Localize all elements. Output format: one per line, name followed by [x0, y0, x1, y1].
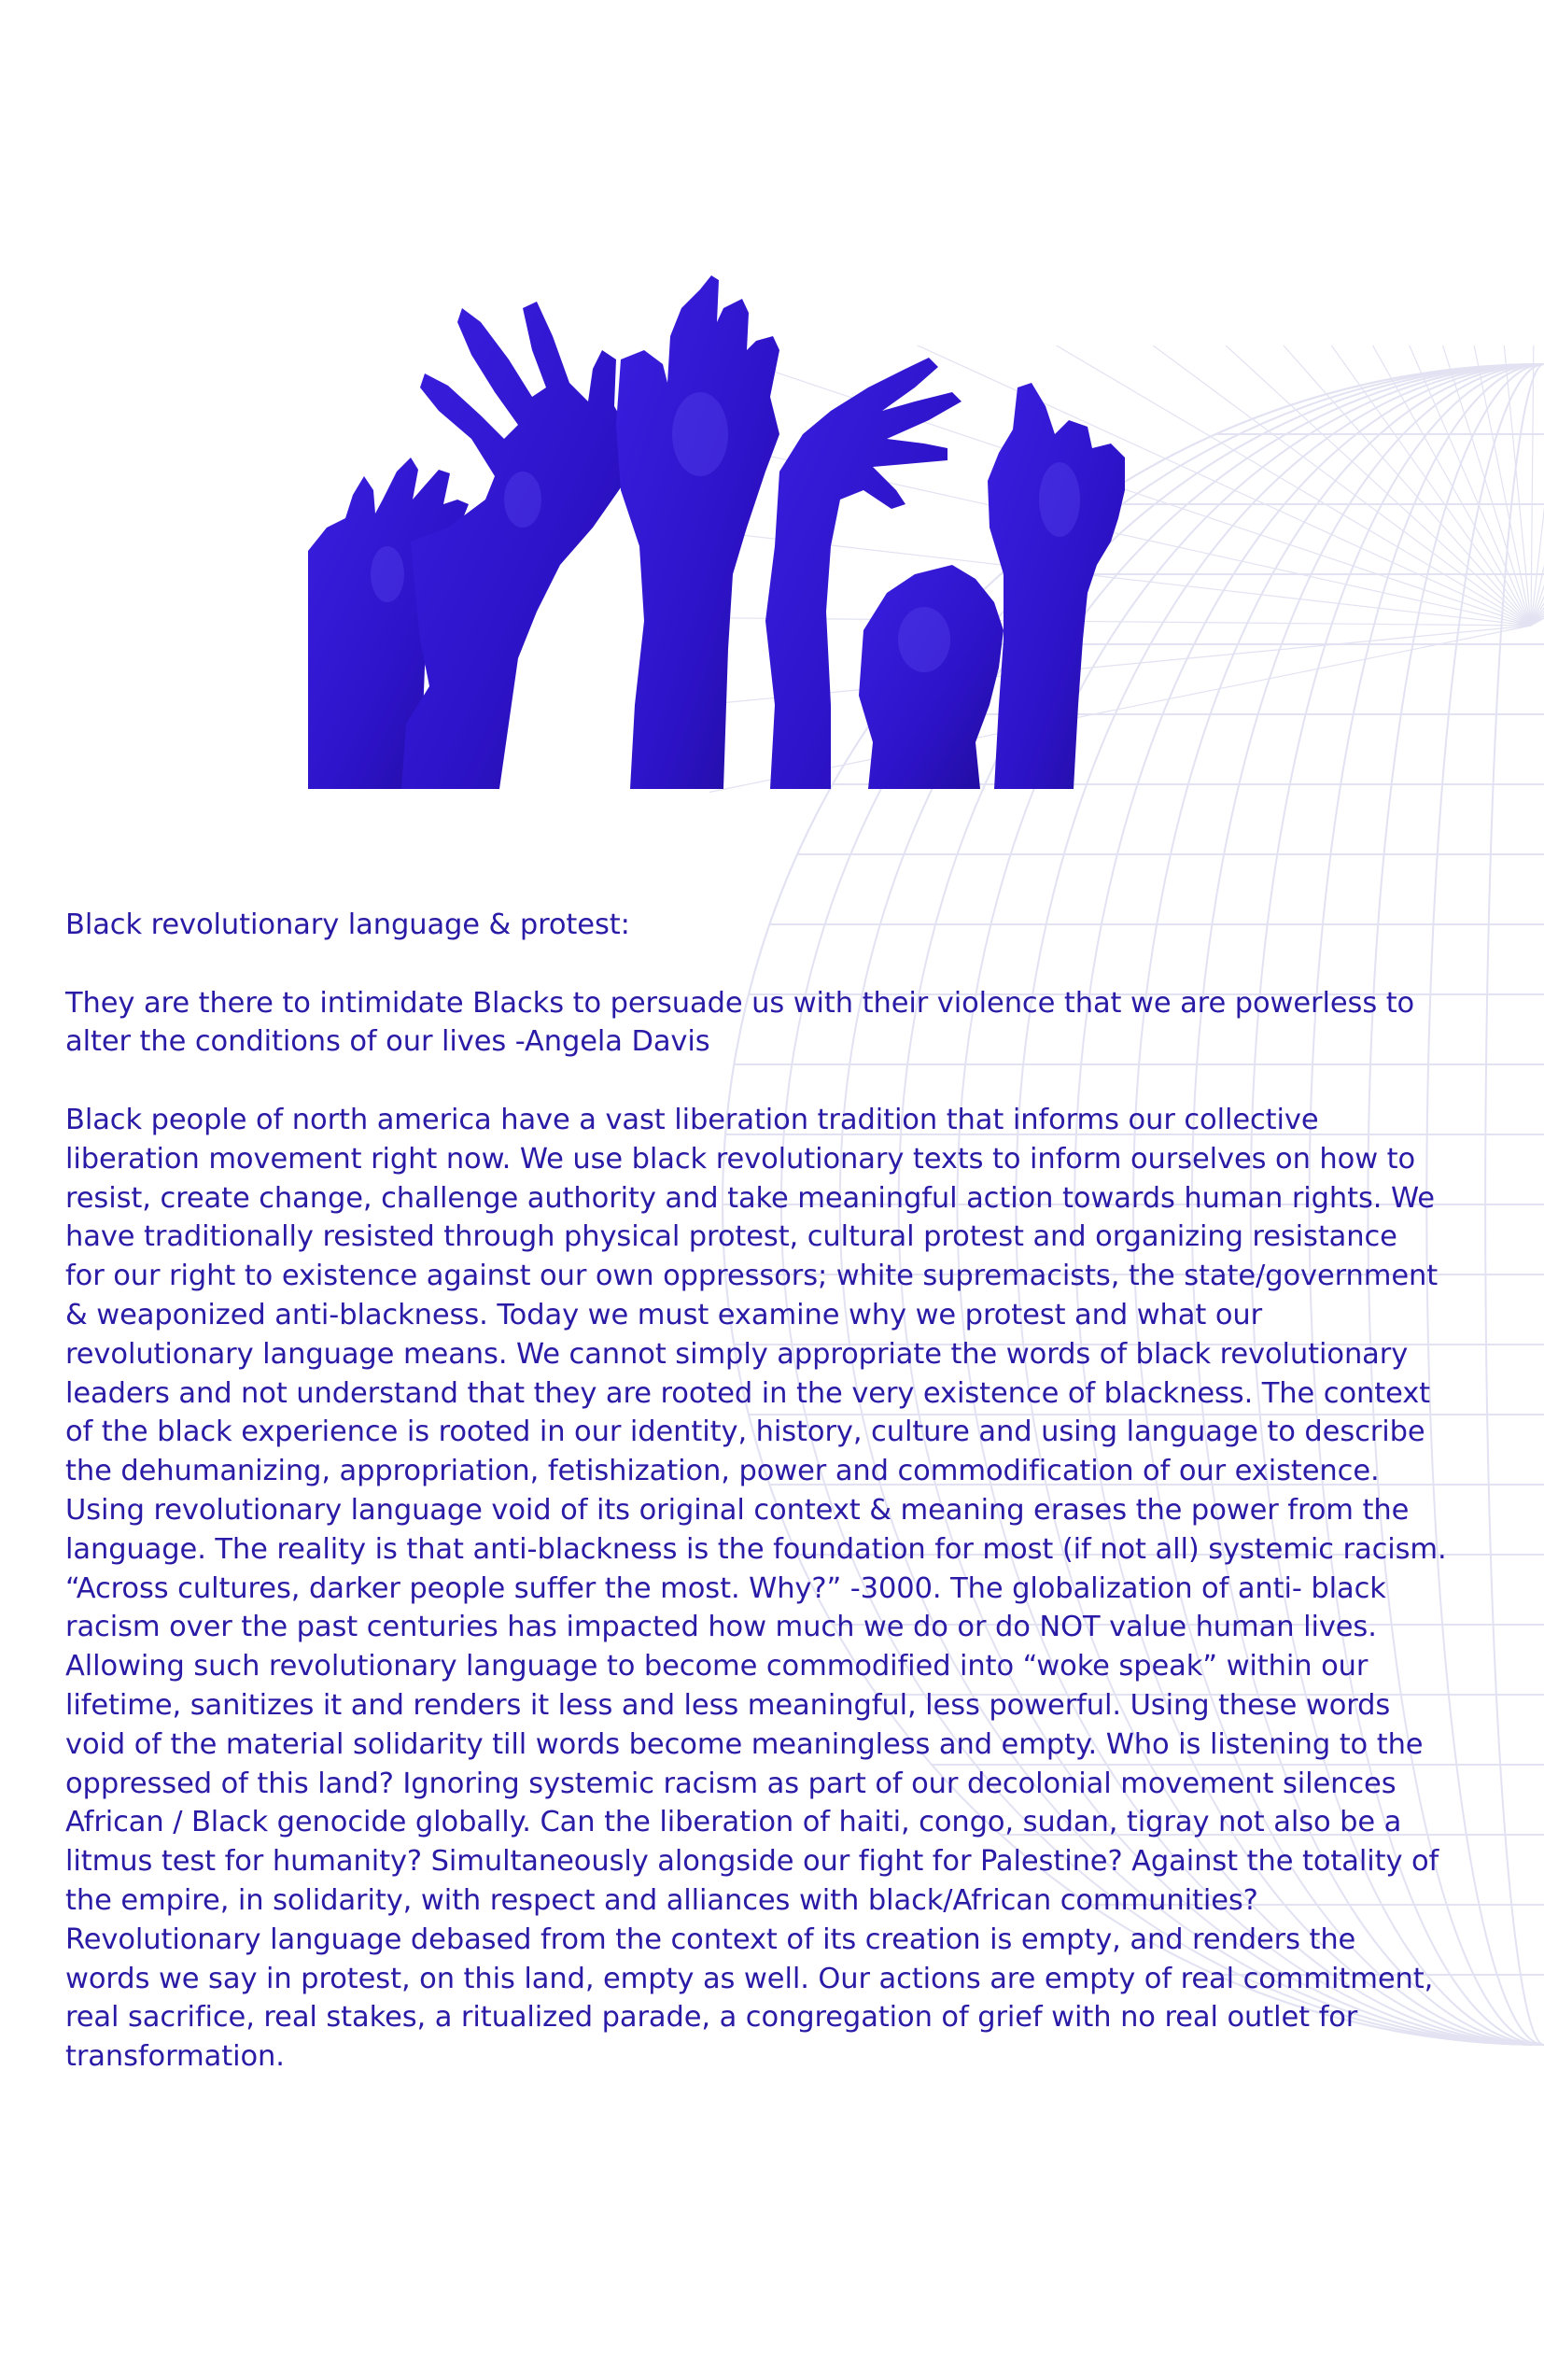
- body-line: void of the material solidarity till words become meaningless and empty. Who is listening to the: [65, 1727, 1424, 1761]
- hand-2: [401, 302, 630, 789]
- quote-line: alter the conditions of our lives -Angela Davis: [65, 1025, 710, 1059]
- hand-6: [988, 383, 1125, 789]
- body-line: the empire, in solidarity, with respect and alliances with black/African communities?: [65, 1883, 1258, 1917]
- body-line: the dehumanizing, appropriation, fetishization, power and commodification of our existence.: [65, 1455, 1380, 1488]
- body-line: revolutionary language means. We cannot simply appropriate the words of black revolutionary: [65, 1337, 1409, 1371]
- body-line: African / Black genocide globally. Can the liberation of haiti, congo, sudan, tigray not also be a: [65, 1806, 1402, 1839]
- body-line: liberation movement right now. We use black revolutionary texts to inform ourselves on how to: [65, 1142, 1416, 1176]
- body-line: transformation.: [65, 2040, 285, 2074]
- body-line: language. The reality is that anti-blackness is the foundation for most (if not all) systemic racism.: [65, 1532, 1447, 1566]
- body-line: Allowing such revolutionary language to become commodified into “woke speak” within our: [65, 1650, 1369, 1683]
- body-line: for our right to existence against our own oppressors; white supremacists, the state/government: [65, 1260, 1439, 1293]
- article-text: [65, 906, 1447, 2116]
- body-line: & weaponized anti-blackness. Today we must examine why we protest and what our: [65, 1298, 1263, 1331]
- quote-line: They are there to intimidate Blacks to persuade us with their violence that we are powerless to: [65, 986, 1415, 1020]
- body-line: lifetime, sanitizes it and renders it less and less meaningful, less powerful. Using these words: [65, 1688, 1391, 1722]
- body-line: Using revolutionary language void of its original context & meaning erases the power from the: [65, 1493, 1410, 1527]
- raised-hands-illustration: [308, 219, 1242, 789]
- body-line: words we say in protest, on this land, empty as well. Our actions are empty of real commitment,: [65, 1962, 1434, 1995]
- hand-3: [616, 275, 779, 789]
- heading-text: Black revolutionary language & protest:: [65, 908, 630, 941]
- body-line: Revolutionary language debased from the context of its creation is empty, and renders the: [65, 1922, 1356, 1956]
- body-line: oppressed of this land? Ignoring systemic racism as part of our decolonial movement silences: [65, 1767, 1397, 1800]
- body-line: litmus test for humanity? Simultaneously alongside our fight for Palestine? Against the totality of: [65, 1845, 1439, 1879]
- body-line: have traditionally resisted through physical protest, cultural protest and organizing resistance: [65, 1220, 1397, 1254]
- body-line: real sacrifice, real stakes, a ritualized parade, a congregation of grief with no real outlet for: [65, 2001, 1358, 2035]
- body-line: of the black experience is rooted in our identity, history, culture and using language to describe: [65, 1415, 1425, 1449]
- heading: [65, 906, 1410, 945]
- body-line: “Across cultures, darker people suffer the most. Why?” -3000. The globalization of anti- black: [65, 1571, 1386, 1605]
- hand-5: [859, 565, 1004, 789]
- body-line: Black people of north america have a vast liberation tradition that informs our collective: [65, 1103, 1319, 1136]
- body-line: leaders and not understand that they are rooted in the very existence of blackness. The context: [65, 1376, 1431, 1410]
- body-line: resist, create change, challenge authority and take meaningful action towards human rights. We: [65, 1181, 1435, 1215]
- quote: [65, 984, 1415, 1063]
- body-line: racism over the past centuries has impacted how much we do or do NOT value human lives.: [65, 1611, 1377, 1644]
- body-paragraph: [65, 1101, 1447, 2077]
